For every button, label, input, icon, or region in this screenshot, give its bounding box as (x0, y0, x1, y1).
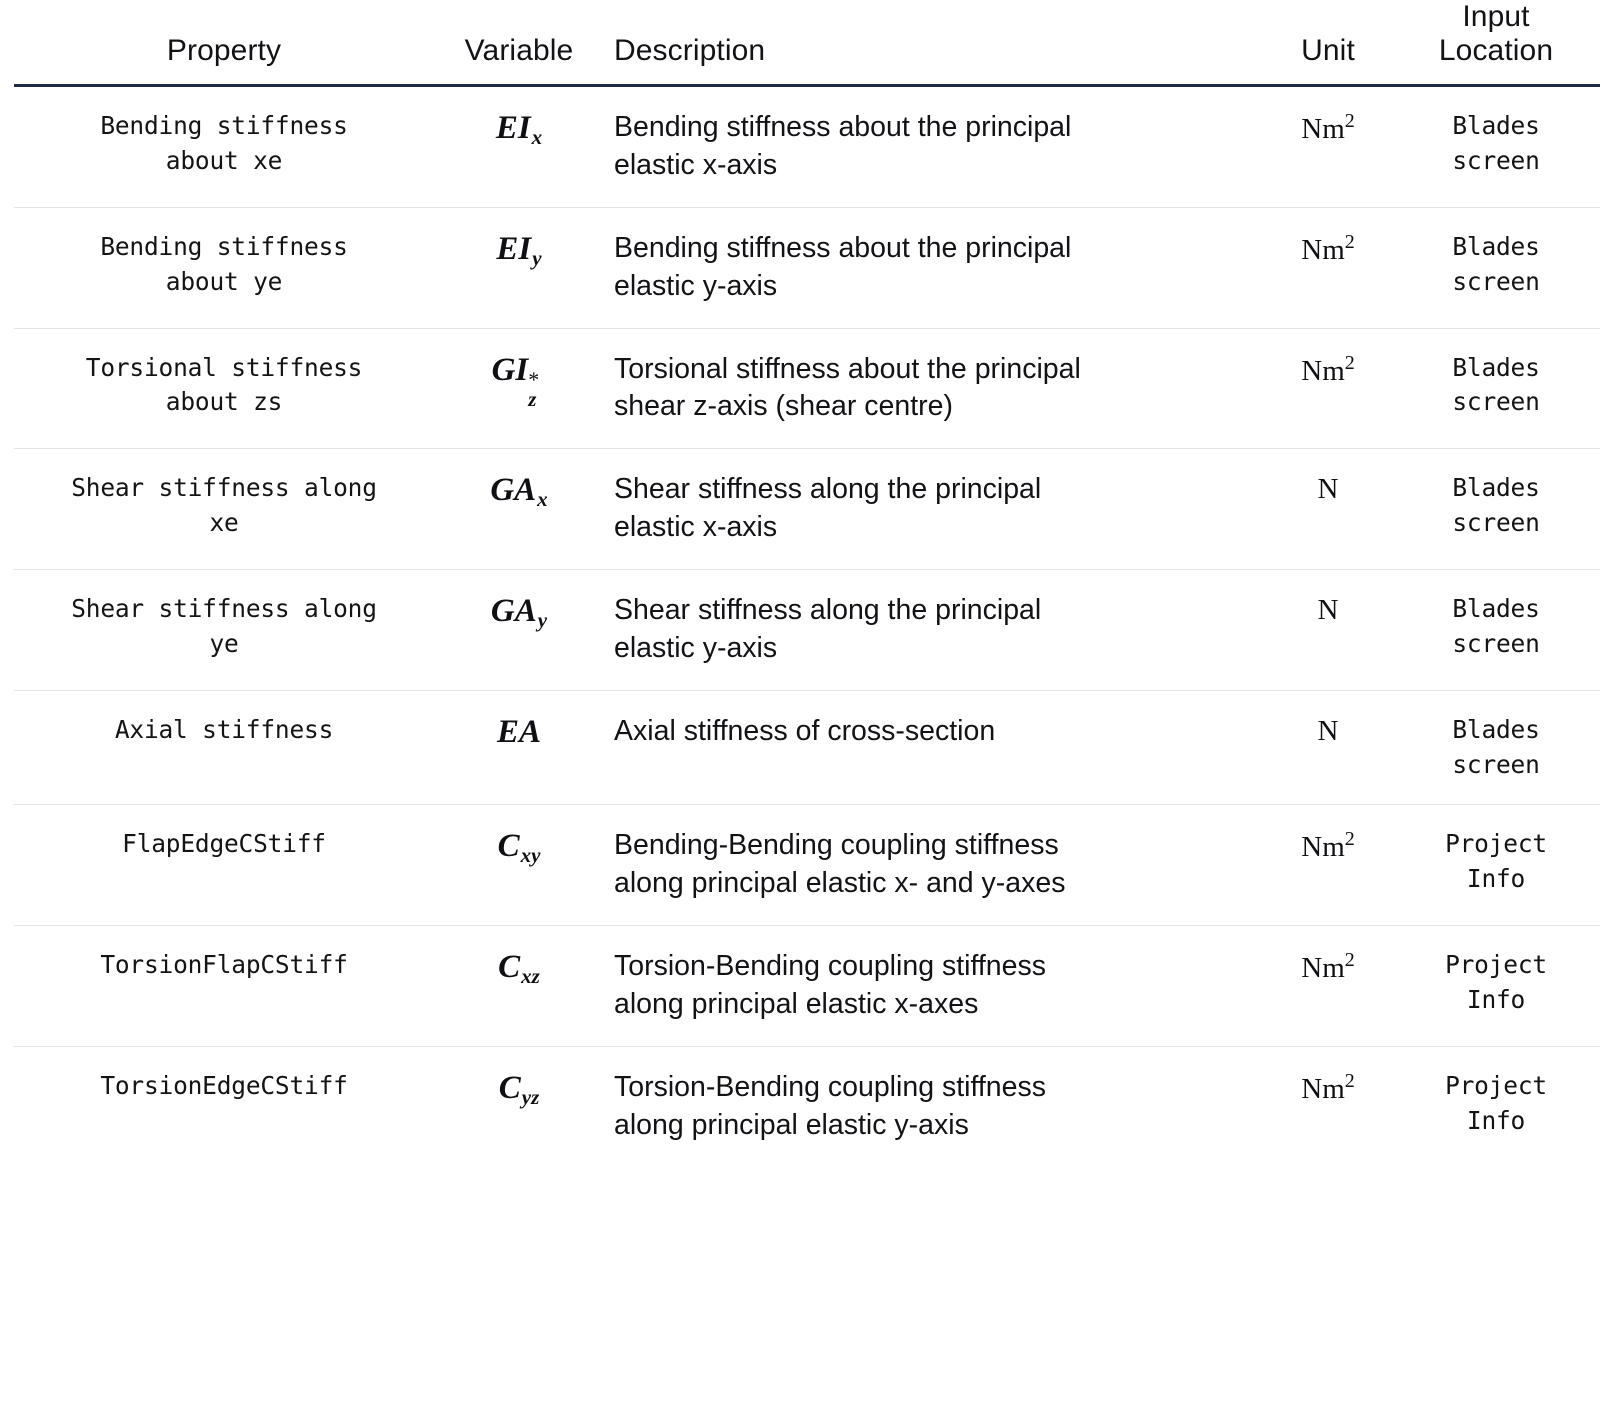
property-line-2: ye (209, 628, 239, 658)
variable-base: EI (496, 230, 532, 267)
variable-cell (434, 86, 604, 208)
input-location-cell (1392, 1047, 1600, 1167)
variable-subscript: y (537, 608, 548, 632)
column-header-input-location-line2: Location (1438, 34, 1554, 67)
unit-base: Nm (1301, 831, 1345, 864)
property-line-2: xe (209, 508, 239, 538)
unit-base: N (1317, 714, 1339, 747)
input-location-line-2: screen (1452, 508, 1540, 538)
variable-base: GI (491, 351, 529, 388)
table-header-row (14, 0, 1600, 86)
variable-base: C (498, 949, 521, 986)
column-header-unit: Unit (1264, 0, 1392, 86)
description-cell (604, 86, 1264, 208)
description-cell (604, 449, 1264, 570)
variable-subscript: y (532, 245, 542, 270)
variable-cell (434, 449, 604, 570)
variable-cell (434, 328, 604, 449)
description-line-2: shear z-axis (shear centre) (614, 390, 953, 423)
input-location-line-1: Blades (1452, 352, 1540, 382)
unit-base: N (1317, 594, 1339, 627)
property-cell (14, 570, 434, 691)
unit-base: Nm (1301, 113, 1345, 145)
table-row (14, 449, 1600, 570)
unit-base: Nm (1301, 233, 1345, 266)
property-line-1: Bending stiffness (100, 111, 348, 140)
description-cell (604, 1047, 1264, 1167)
input-location-line-2: screen (1452, 145, 1540, 175)
property-cell (14, 926, 434, 1047)
unit-exponent: 2 (1344, 828, 1355, 851)
description-line-1: Axial stiffness of cross-section (614, 714, 996, 747)
unit-base: Nm (1301, 1073, 1345, 1106)
input-location-cell (1392, 449, 1600, 570)
unit-cell (1264, 1047, 1392, 1167)
variable-cell (434, 926, 604, 1047)
description-line-2: elastic y-axis (614, 269, 778, 302)
variable-star: * (528, 366, 540, 392)
variable-base: EA (496, 713, 542, 750)
input-location-line-1: Project (1445, 829, 1547, 859)
description-cell (604, 805, 1264, 926)
description-line-1: Bending-Bending coupling stiffness (614, 829, 1059, 862)
unit-cell (1264, 449, 1392, 570)
table-header (14, 0, 1600, 86)
variable-subscript: x (537, 487, 548, 512)
input-location-cell (1392, 207, 1600, 328)
input-location-line-1: Blades (1452, 594, 1540, 624)
variable-subscript: xy (520, 843, 541, 868)
description-line-1: Bending stiffness about the principal (614, 231, 1072, 264)
variable-subscript: yz (521, 1084, 540, 1109)
input-location-cell (1392, 328, 1600, 449)
column-header-description: Description (604, 0, 1264, 86)
unit-base: Nm (1301, 952, 1345, 985)
variable-cell (434, 1047, 604, 1167)
description-cell (604, 570, 1264, 691)
variable-subscript: x (531, 124, 543, 149)
description-cell (604, 207, 1264, 328)
table-row (14, 690, 1600, 805)
table-row (14, 805, 1600, 926)
input-location-line-1: Project (1445, 1071, 1547, 1101)
description-line-1: Shear stiffness along the principal (614, 473, 1042, 506)
property-line-2: about ye (165, 266, 283, 296)
variable-subscript: z (528, 386, 537, 411)
property-cell (14, 328, 434, 449)
input-location-line-2: Info (1466, 864, 1526, 894)
variable-cell (434, 570, 604, 691)
variable-base: C (498, 1070, 521, 1107)
input-location-cell (1392, 926, 1600, 1047)
table-row (14, 328, 1600, 449)
unit-cell (1264, 690, 1392, 805)
property-cell (14, 1047, 434, 1167)
property-line-1: Shear stiffness along (71, 594, 377, 624)
variable-cell (434, 690, 604, 805)
description-line-2: elastic y-axis (614, 632, 778, 665)
description-line-2: along principal elastic x- and y-axes (614, 867, 1066, 900)
column-header-input-location (1392, 0, 1600, 86)
table-body (14, 86, 1600, 1167)
input-location-line-1: Blades (1452, 473, 1540, 503)
variable-cell (434, 207, 604, 328)
input-location-line-2: screen (1452, 266, 1540, 296)
table-row (14, 1047, 1600, 1167)
input-location-line-1: Blades (1452, 111, 1540, 140)
description-line-1: Torsional stiffness about the principal (614, 352, 1081, 385)
input-location-cell (1392, 690, 1600, 805)
description-line-2: along principal elastic y-axis (614, 1108, 969, 1141)
unit-exponent: 2 (1344, 1070, 1355, 1093)
unit-exponent: 2 (1344, 351, 1355, 374)
variable-base: EI (495, 110, 531, 146)
input-location-line-1: Blades (1452, 231, 1540, 261)
description-cell (604, 926, 1264, 1047)
table-row (14, 86, 1600, 208)
description-line-2: along principal elastic x-axes (614, 988, 979, 1021)
unit-cell (1264, 328, 1392, 449)
description-line-1: Bending stiffness about the principal (614, 111, 1072, 143)
column-header-property: Property (14, 0, 434, 86)
table-row (14, 926, 1600, 1047)
property-line-1: Bending stiffness (100, 231, 348, 261)
variable-base: GA (490, 472, 537, 509)
column-header-input-location-line1: Input (1462, 0, 1530, 33)
property-line-2: about xe (165, 145, 283, 175)
input-location-line-2: Info (1466, 1105, 1526, 1135)
property-cell (14, 449, 434, 570)
column-header-variable: Variable (434, 0, 604, 86)
property-line-1: Axial stiffness (114, 714, 334, 744)
input-location-line-2: Info (1466, 985, 1526, 1015)
variable-subscript: xz (521, 964, 540, 989)
unit-cell (1264, 926, 1392, 1047)
description-line-2: elastic x-axis (614, 148, 778, 181)
property-line-1: TorsionFlapCStiff (100, 950, 348, 980)
unit-base: Nm (1301, 354, 1345, 387)
table-row (14, 207, 1600, 328)
description-cell (604, 328, 1264, 449)
input-location-cell (1392, 570, 1600, 691)
input-location-line-1: Project (1445, 950, 1547, 980)
unit-exponent: 2 (1344, 949, 1355, 972)
unit-cell (1264, 86, 1392, 208)
description-line-1: Torsion-Bending coupling stiffness (614, 1071, 1046, 1104)
unit-cell (1264, 805, 1392, 926)
property-line-1: Shear stiffness along (71, 473, 377, 503)
input-location-line-2: screen (1452, 628, 1540, 658)
description-line-1: Shear stiffness along the principal (614, 594, 1042, 627)
property-line-1: FlapEdgeCStiff (122, 829, 326, 859)
unit-cell (1264, 570, 1392, 691)
unit-exponent: 2 (1344, 230, 1355, 253)
input-location-line-1: Blades (1452, 714, 1540, 744)
input-location-cell (1392, 805, 1600, 926)
unit-exponent: 2 (1344, 110, 1355, 132)
description-line-1: Torsion-Bending coupling stiffness (614, 950, 1046, 983)
property-line-2: about zs (165, 387, 283, 417)
description-line-2: elastic x-axis (614, 511, 778, 544)
variable-cell (434, 805, 604, 926)
variable-base: GA (490, 593, 537, 630)
input-location-cell (1392, 86, 1600, 208)
property-line-1: Torsional stiffness (85, 352, 363, 382)
property-cell (14, 690, 434, 805)
input-location-line-2: screen (1452, 387, 1540, 417)
table-row (14, 570, 1600, 691)
beam-properties-table (14, 0, 1600, 1167)
property-cell (14, 207, 434, 328)
property-line-1: TorsionEdgeCStiff (100, 1071, 348, 1101)
unit-cell (1264, 207, 1392, 328)
property-cell (14, 805, 434, 926)
property-cell (14, 86, 434, 208)
unit-base: N (1317, 473, 1339, 506)
variable-base: C (497, 828, 520, 865)
description-cell (604, 690, 1264, 805)
input-location-line-2: screen (1452, 749, 1540, 779)
